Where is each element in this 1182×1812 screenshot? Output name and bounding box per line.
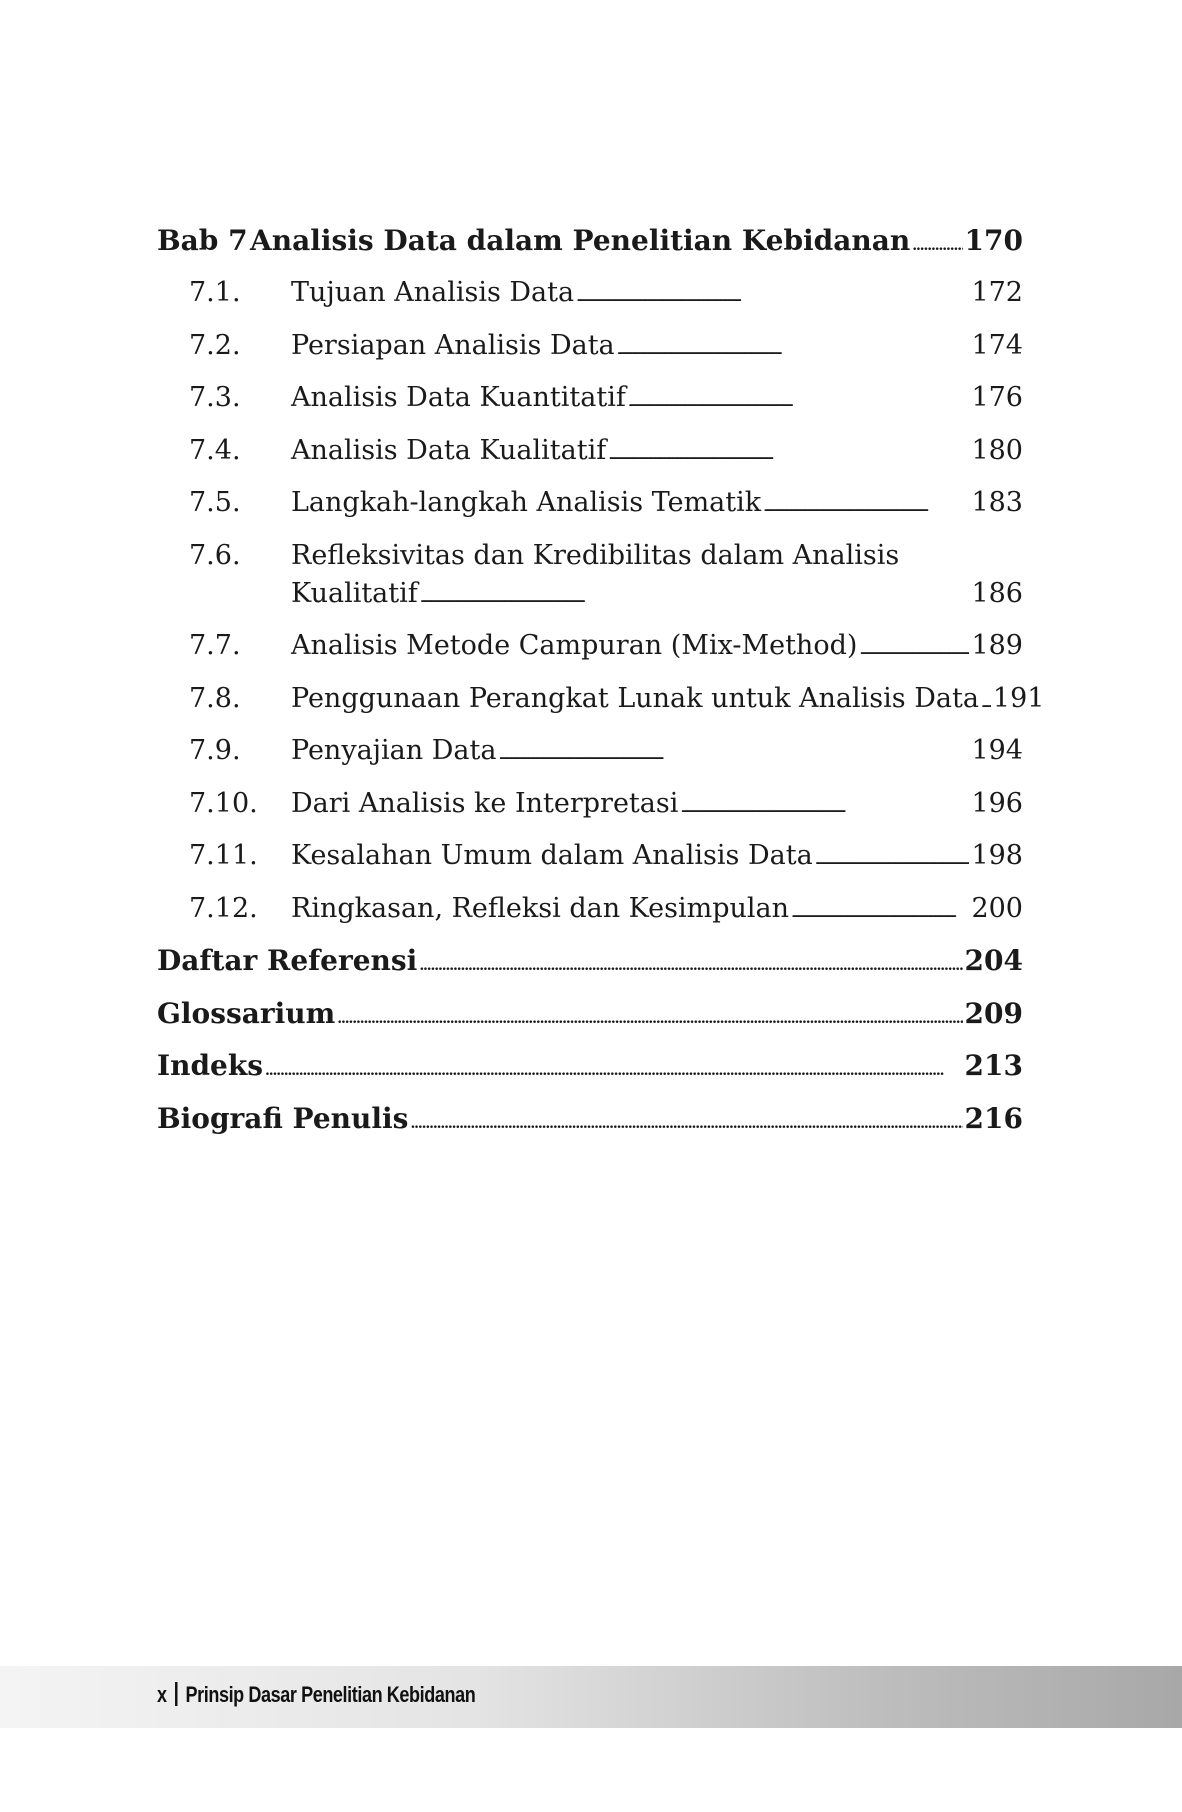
toc-backmatter-entry[interactable]: [157, 1100, 1023, 1143]
section-number: 7.1.: [189, 277, 241, 308]
dot-leader: [628, 379, 970, 421]
dot-leader: [791, 890, 969, 932]
toc-section-entry[interactable]: [157, 785, 1023, 827]
toc-section-entry[interactable]: [157, 327, 1023, 369]
footer-text: [157, 1682, 475, 1708]
dot-leader: [420, 575, 970, 617]
dot-leader: [912, 222, 962, 265]
toc-section-entry[interactable]: [157, 274, 1023, 316]
section-number: 7.10.: [189, 788, 258, 819]
section-number: 7.5.: [189, 487, 241, 518]
section-title: Tujuan Analisis Data: [291, 277, 575, 308]
dot-leader: [981, 680, 991, 722]
section-number: 7.3.: [189, 382, 241, 413]
section-title-continued: Kualitatif: [291, 578, 418, 609]
chapter-label: Bab 7: [157, 224, 248, 257]
section-title: Analisis Metode Campuran (Mix-Method): [291, 630, 858, 661]
dot-leader: [859, 627, 969, 669]
dot-leader: [337, 995, 962, 1038]
footer-page-number: x: [157, 1682, 167, 1707]
dot-leader: [763, 484, 969, 526]
toc-backmatter-entry[interactable]: [157, 942, 1023, 985]
page-number: 189: [971, 630, 1023, 661]
dot-leader: [608, 432, 969, 474]
section-number: 7.11.: [189, 840, 258, 871]
page-footer: [0, 1666, 1182, 1728]
dot-leader: [498, 732, 969, 774]
page-number: 213: [964, 1049, 1023, 1082]
page-number: 186: [971, 578, 1023, 609]
section-title: Persiapan Analisis Data: [291, 330, 615, 361]
section-number: 7.7.: [189, 630, 241, 661]
dot-leader: [410, 1100, 962, 1143]
chapter-title: Analisis Data dalam Penelitian Kebidanan: [250, 224, 911, 257]
toc-section-entry[interactable]: [157, 890, 1023, 932]
toc-section-entry[interactable]: [157, 537, 1023, 575]
section-number: 7.6.: [189, 540, 241, 571]
section-title: Kesalahan Umum dalam Analisis Data: [291, 840, 813, 871]
section-number: 7.9.: [189, 735, 241, 766]
toc-section-entry[interactable]: [157, 432, 1023, 474]
footer-separator: [175, 1682, 177, 1706]
toc-section-entry[interactable]: [157, 627, 1023, 669]
page-number: 191: [992, 683, 1045, 714]
page-number: 196: [971, 788, 1023, 819]
page-number: 176: [971, 382, 1023, 413]
footer-book-title: Prinsip Dasar Penelitian Kebidanan: [185, 1682, 476, 1707]
page-number: 170: [964, 224, 1023, 257]
toc-section-entry[interactable]: [157, 732, 1023, 774]
backmatter-title: Indeks: [157, 1049, 264, 1082]
backmatter-title: Daftar Referensi: [157, 944, 418, 977]
page-number: 198: [971, 840, 1023, 871]
page-number: 204: [964, 944, 1023, 977]
section-title: Dari Analisis ke Interpretasi: [291, 788, 679, 819]
page-number: 194: [971, 735, 1023, 766]
toc-chapter-entry[interactable]: [157, 222, 1023, 265]
page-number: 183: [971, 487, 1023, 518]
dot-leader: [815, 837, 970, 879]
section-title: Penyajian Data: [291, 735, 497, 766]
dot-leader: [265, 1047, 963, 1090]
page-number: 200: [971, 893, 1023, 924]
toc-backmatter-entry[interactable]: [157, 1047, 1023, 1090]
dot-leader: [617, 327, 970, 369]
toc-backmatter-entry[interactable]: [157, 995, 1023, 1038]
page-number: 209: [964, 997, 1023, 1030]
dot-leader: [680, 785, 969, 827]
section-title: Ringkasan, Refleksi dan Kesimpulan: [291, 893, 789, 924]
dot-leader: [419, 942, 962, 985]
section-title: Refleksivitas dan Kredibilitas dalam Analisis: [291, 540, 900, 571]
section-title: Penggunaan Perangkat Lunak untuk Analisis Data: [291, 683, 979, 714]
section-number: 7.12.: [189, 893, 258, 924]
section-number: 7.4.: [189, 435, 241, 466]
section-title: Langkah-langkah Analisis Tematik: [291, 487, 762, 518]
section-title: Analisis Data Kualitatif: [291, 435, 607, 466]
toc-section-entry[interactable]: [157, 379, 1023, 421]
section-number: 7.2.: [189, 330, 241, 361]
page-number: 180: [971, 435, 1023, 466]
toc-section-entry[interactable]: [157, 680, 1045, 722]
dot-leader: [576, 274, 969, 316]
section-number: 7.8.: [189, 683, 241, 714]
backmatter-title: Glossarium: [157, 997, 336, 1030]
page-number: 216: [964, 1102, 1023, 1135]
page-number: 174: [971, 330, 1023, 361]
toc-section-entry[interactable]: [157, 837, 1023, 879]
backmatter-title: Biografi Penulis: [157, 1102, 409, 1135]
toc-section-entry[interactable]: [157, 484, 1023, 526]
toc-section-entry-continued[interactable]: [157, 575, 1023, 617]
page-number: 172: [971, 277, 1023, 308]
section-title: Analisis Data Kuantitatif: [291, 382, 626, 413]
